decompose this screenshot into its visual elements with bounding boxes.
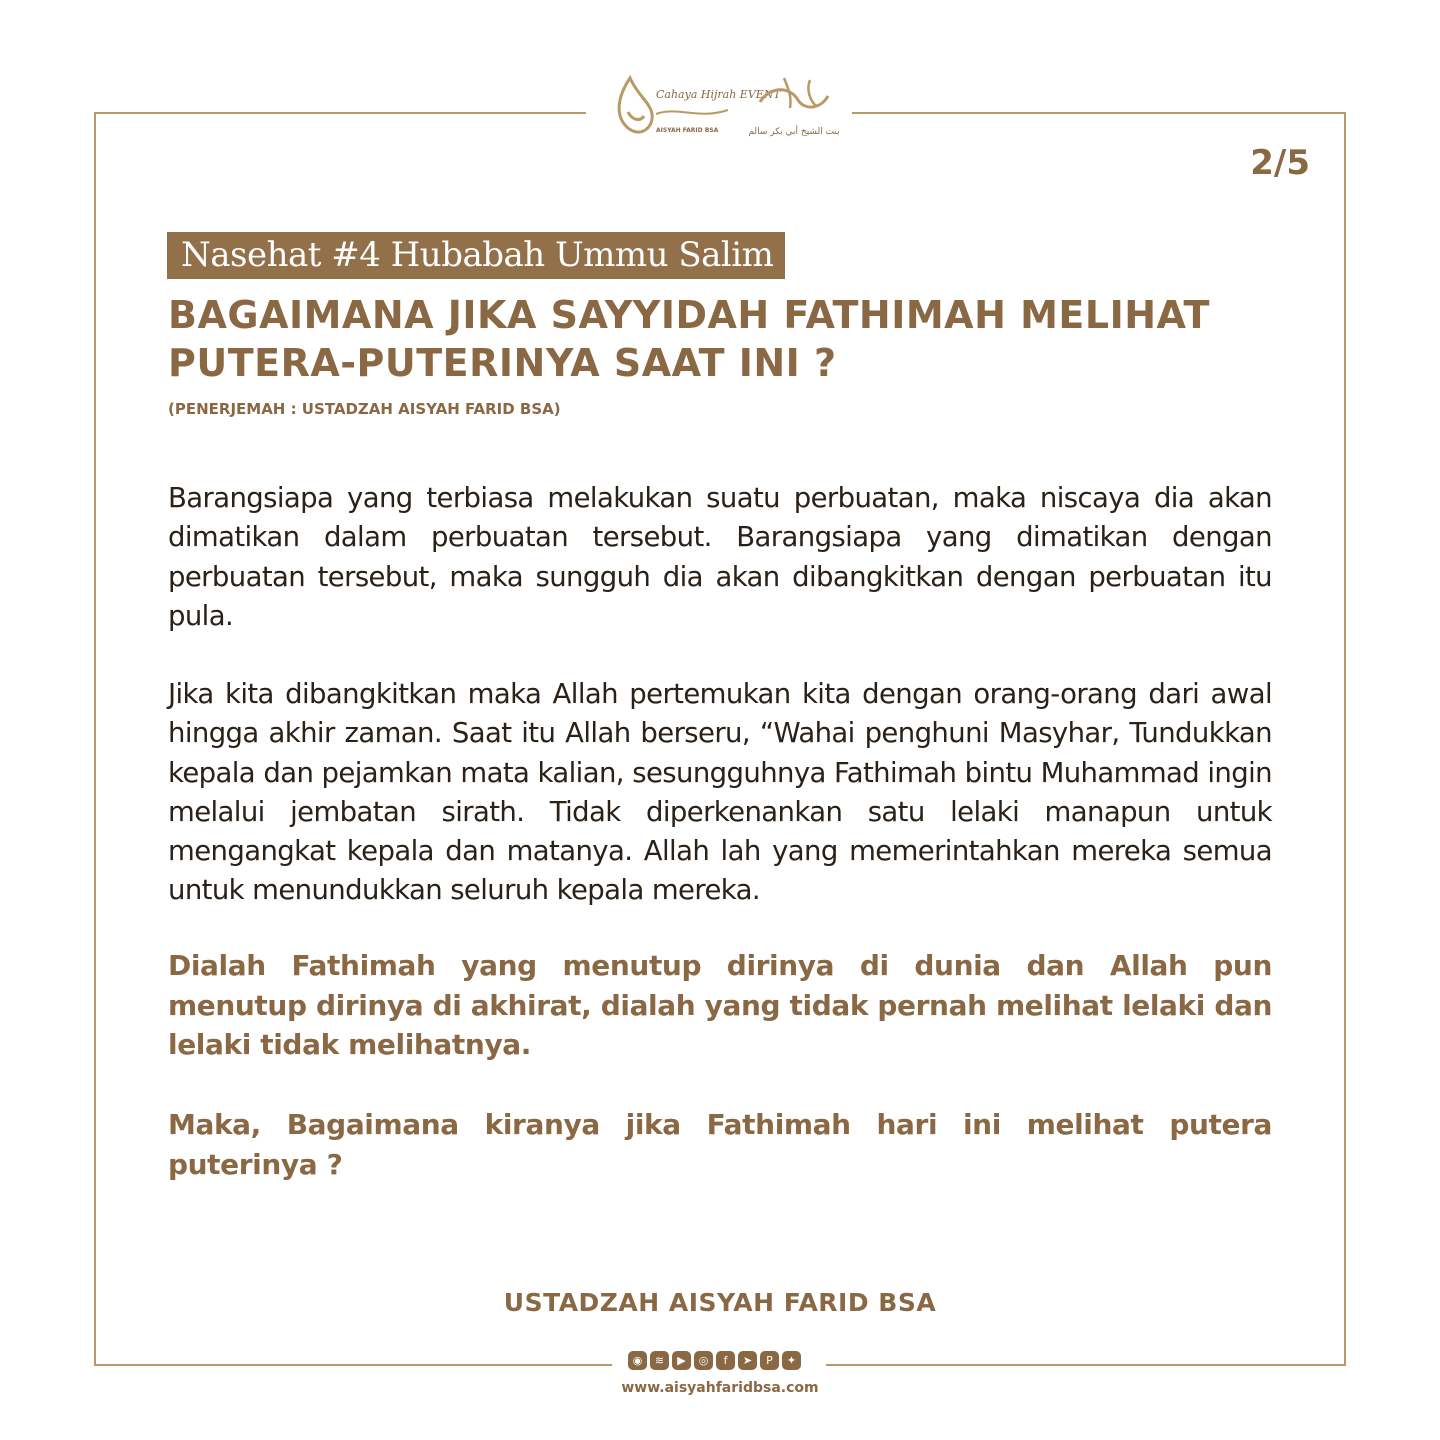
instagram-icon[interactable]: ◎ [694, 1351, 713, 1370]
pinterest-icon[interactable]: P [760, 1351, 779, 1370]
frame-top-right [852, 112, 1346, 114]
body-paragraph-2: Jika kita dibangkitkan maka Allah pertemukan kita dengan orang-orang dari awal hingga akhir zaman. Saat itu Allah berseru, “Wahai penghuni Masyhar, Tundukkan kepala dan pejamkan mata kalian, sesungguhnya Fathimah bintu Muhammad ingin melalui jembatan sirath. Tidak diperkenankan satu lelaki manapun untuk mengangkat kepala dan matanya. Allah lah yang memerintahkan mereka semua untuk menundukkan seluruh kepala mereka. [168, 678, 1272, 907]
cahaya-hijrah-logo [608, 66, 781, 148]
frame-bottom-right [826, 1364, 1346, 1366]
telegram-icon[interactable]: ➤ [738, 1351, 757, 1370]
podcast-icon[interactable]: ◉ [628, 1351, 647, 1370]
facebook-icon[interactable]: f [716, 1351, 735, 1370]
header-logos [608, 66, 848, 148]
page-number: 2/5 [1250, 143, 1310, 183]
emphasis-paragraph-1: Dialah Fathimah yang menutup dirinya di dunia dan Allah pun menutup dirinya di akhirat, dialah yang tidak pernah melihat lelaki dan lelaki tidak melihatnya. [168, 949, 1272, 1061]
frame-bottom-left [94, 1364, 612, 1366]
svg-text:Cahaya Hijrah EVENT: Cahaya Hijrah EVENT [656, 88, 781, 101]
spotify-icon[interactable]: ≋ [650, 1351, 669, 1370]
website-link[interactable]: www.aisyahfaridbsa.com [621, 1380, 819, 1396]
svg-text:بنت الشيخ أبي بكر سالم: بنت الشيخ أبي بكر سالم [748, 127, 840, 137]
svg-text:AISYAH FARID BSA: AISYAH FARID BSA [656, 127, 719, 134]
frame-top-left [94, 112, 586, 114]
twitter-icon[interactable]: ✦ [782, 1351, 801, 1370]
frame-right [1344, 112, 1346, 1366]
translator-credit: (PENERJEMAH : USTADZAH AISYAH FARID BSA) [168, 400, 561, 418]
emphasis-paragraph-2: Maka, Bagaimana kiranya jika Fathimah hari ini melihat putera puterinya ? [168, 1108, 1272, 1181]
body-paragraph-1: Barangsiapa yang terbiasa melakukan suatu perbuatan, maka niscaya dia akan dimatikan dalam perbuatan tersebut. Barangsiapa yang dimatikan dengan perbuatan tersebut, maka sungguh dia akan dibangkitkan dengan perbuatan itu pula. [168, 482, 1272, 632]
series-tag: Nasehat #4 Hubabah Ummu Salim [167, 232, 785, 279]
frame-left [94, 112, 96, 1366]
social-icons [628, 1351, 801, 1371]
youtube-icon[interactable]: ▶ [672, 1351, 691, 1370]
arabic-calligraphy-logo [740, 66, 848, 148]
article-title: BAGAIMANA JIKA SAYYIDAH FATHIMAH MELIHAT PUTERA-PUTERINYA SAAT INI ? [168, 293, 1210, 385]
author-name: USTADZAH AISYAH FARID BSA [503, 1288, 937, 1317]
